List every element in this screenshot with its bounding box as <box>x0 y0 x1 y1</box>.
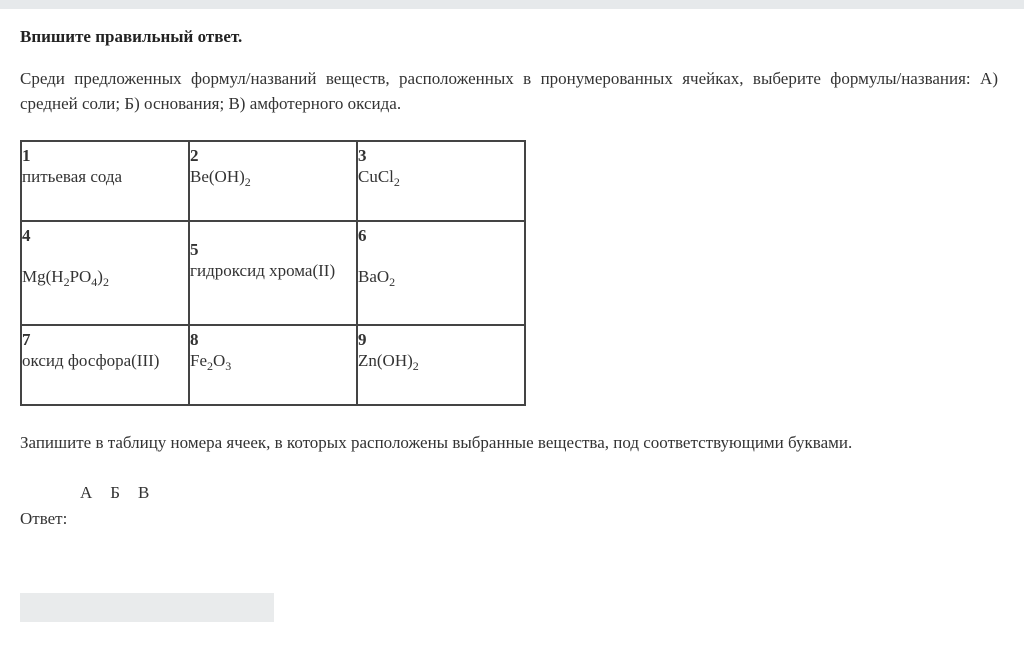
cell-number: 4 <box>22 226 31 245</box>
cell-number: 5 <box>190 240 199 259</box>
cell-number: 8 <box>190 330 199 349</box>
cell-number: 6 <box>358 226 367 245</box>
cell-9 <box>357 325 525 405</box>
cell-formula: $Fe_2O_3$ <box>190 351 232 373</box>
cell-formula: BaO$_2$ <box>358 267 396 289</box>
letter-v: В <box>138 483 150 502</box>
question-text: Среди предложенных формул/названий веществ, расположенных в пронумерованных ячейках, выберите формулы/названия: А) средней соли; Б) основания; В) амфотерного оксида. <box>20 69 998 113</box>
answer-letters <box>80 483 167 503</box>
cell-7 <box>21 325 189 405</box>
cell-1 <box>21 141 189 221</box>
cell-value: гидроксид хрома(II) <box>190 261 336 280</box>
cell-value: оксид фосфора(III) <box>22 351 160 370</box>
cell-number: 2 <box>190 146 199 165</box>
cell-formula: $Be(OH)_2$ <box>190 167 251 189</box>
letter-b: Б <box>110 483 121 502</box>
cell-number: 1 <box>22 146 31 165</box>
cell-formula: $Zn(OH)_2$ <box>358 351 419 373</box>
cell-5 <box>189 221 357 325</box>
cell-8 <box>189 325 357 405</box>
answer-input[interactable] <box>20 593 274 622</box>
cell-4 <box>21 221 189 325</box>
instruction-text: Запишите в таблицу номера ячеек, в которых расположены выбранные вещества, под соответствующими буквами. <box>20 433 853 452</box>
cell-formula: $Mg(H_2PO_4)_2$ <box>22 267 109 289</box>
answer-label: Ответ: <box>20 509 68 528</box>
cell-number: 3 <box>358 146 367 165</box>
task-heading: Впишите правильный ответ. <box>20 27 243 46</box>
substances-table <box>20 140 526 406</box>
letter-a: А <box>80 483 93 502</box>
cell-2 <box>189 141 357 221</box>
cell-number: 9 <box>358 330 367 349</box>
cell-value: питьевая сода <box>22 167 123 186</box>
cell-number: 7 <box>22 330 31 349</box>
cell-3 <box>357 141 525 221</box>
cell-formula: CuCl$_2$ <box>358 167 400 189</box>
top-bar <box>0 0 1024 9</box>
cell-6 <box>357 221 525 325</box>
